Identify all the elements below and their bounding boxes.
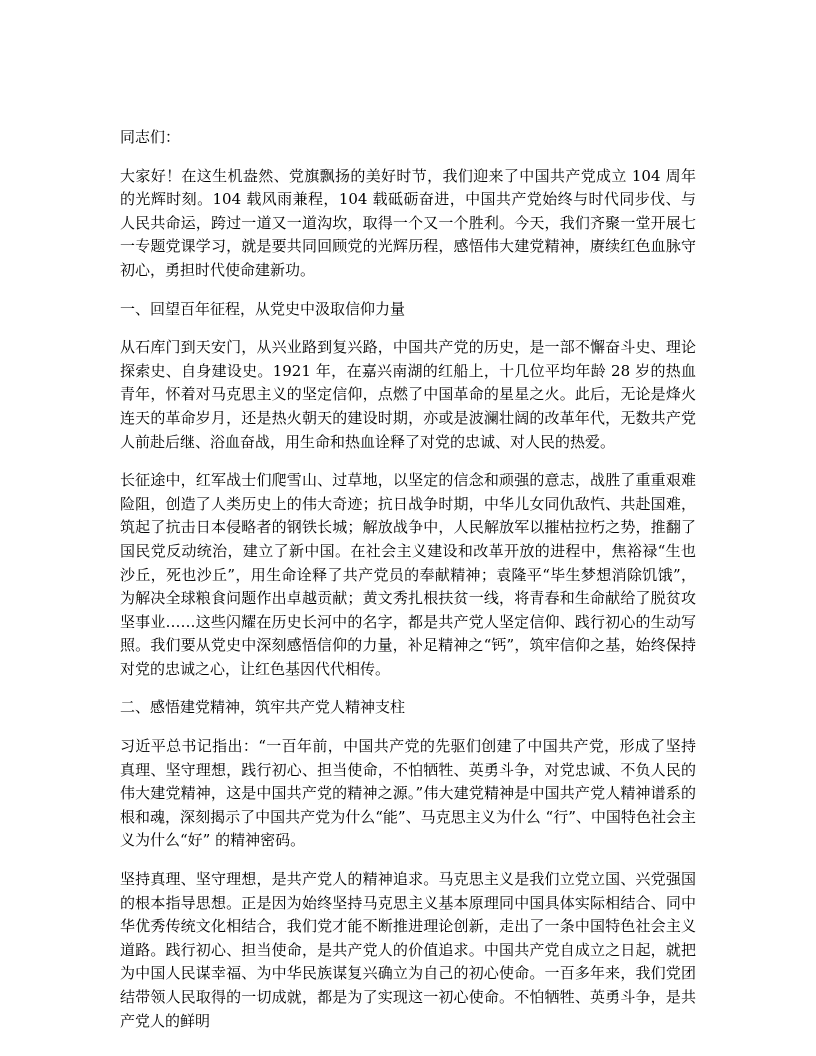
body-paragraph: 从石库门到天安门，从兴业路到复兴路，中国共产党的历史，是一部不懈奋斗史、理论探索史、自身建设史。1921 年，在嘉兴南湖的红船上，十几位平均年龄 28 岁的热血青年，怀着对马克思主义的坚定信仰，点燃了中国革命的星星之火。此后，无论是烽火连天的革命岁月，还是热火朝天的建设时期，亦或是波澜壮阔的改革年代，无数共产党人前赴后继、浴血奋战，用生命和热血诠释了对党的忠诚、对人民的热爱。	[120, 338, 696, 451]
section-heading-1: 一、回望百年征程，从党史中汲取信仰力量	[120, 299, 406, 318]
body-paragraph: 坚持真理、坚守理想，是共产党人的精神追求。马克思主义是我们立党立国、兴党强国的根本指导思想。正是因为始终坚持马克思主义基本原理同中国具体实际相结合、同中华优秀传统文化相结合，我们党才能不断推进理论创新，走出了一条中国特色社会主义道路。践行初心、担当使命，是共产党人的价值追求。中国共产党自成立之日起，就把为中国人民谋幸福、为中华民族谋复兴确立为自己的初心使命。一百多年来，我们党团结带领人民取得的一切成就，都是为了实现这一初心使命。不怕牺牲、英勇斗争，是共产党人的鲜明	[120, 870, 696, 1030]
document-page	[120, 126, 696, 1048]
body-paragraph: 长征途中，红军战士们爬雪山、过草地，以坚定的信念和顽强的意志，战胜了重重艰难险阻，创造了人类历史上的伟大奇迹；抗日战争时期，中华儿女同仇敌忾、共赴国难，筑起了抗击日本侵略者的钢铁长城；解放战争中，人民解放军以摧枯拉朽之势，推翻了国民党反动统治，建立了新中国。在社会主义建设和改革开放的进程中，焦裕禄“生也沙丘，死也沙丘”，用生命诠释了共产党员的奉献精神；袁隆平“毕生梦想消除饥饿”，为解决全球粮食问题作出卓越贡献；黄文秀扎根扶贫一线，将青春和生命献给了脱贫攻坚事业……这些闪耀在历史长河中的名字，都是共产党人坚定信仰、践行初心的生动写照。我们要从党史中深刻感悟信仰的力量，补足精神之“钙”，筑牢信仰之基，始终保持对党的忠诚之心，让红色基因代代相传。	[120, 471, 696, 678]
greeting: 同志们：	[120, 128, 181, 146]
body-paragraph: 习近平总书记指出：“一百年前，中国共产党的先驱们创建了中国共产党，形成了坚持真理、坚守理想，践行初心、担当使命，不怕牺牲、英勇斗争，对党忠诚、不负人民的伟大建党精神，这是中国共产党的精神之源。”伟大建党精神是中国共产党人精神谱系的根和魂，深刻揭示了中国共产党为什么“能”、马克思主义为什么 “行”、中国特色社会主义为什么“好” 的精神密码。	[120, 737, 696, 850]
intro-paragraph: 大家好！在这生机盎然、党旗飘扬的美好时节，我们迎来了中国共产党成立 104 周年的光辉时刻。104 载风雨兼程，104 载砥砺奋进，中国共产党始终与时代同步伐、与人民共命运，跨过一道又一道沟坎，取得一个又一个胜利。今天，我们齐聚一堂开展七一专题党课学习，就是要共同回顾党的光辉历程，感悟伟大建党精神，赓续红色血脉守初心，勇担时代使命建新功。	[120, 166, 696, 279]
section-heading-2: 二、感悟建党精神，筑牢共产党人精神支柱	[120, 698, 406, 717]
